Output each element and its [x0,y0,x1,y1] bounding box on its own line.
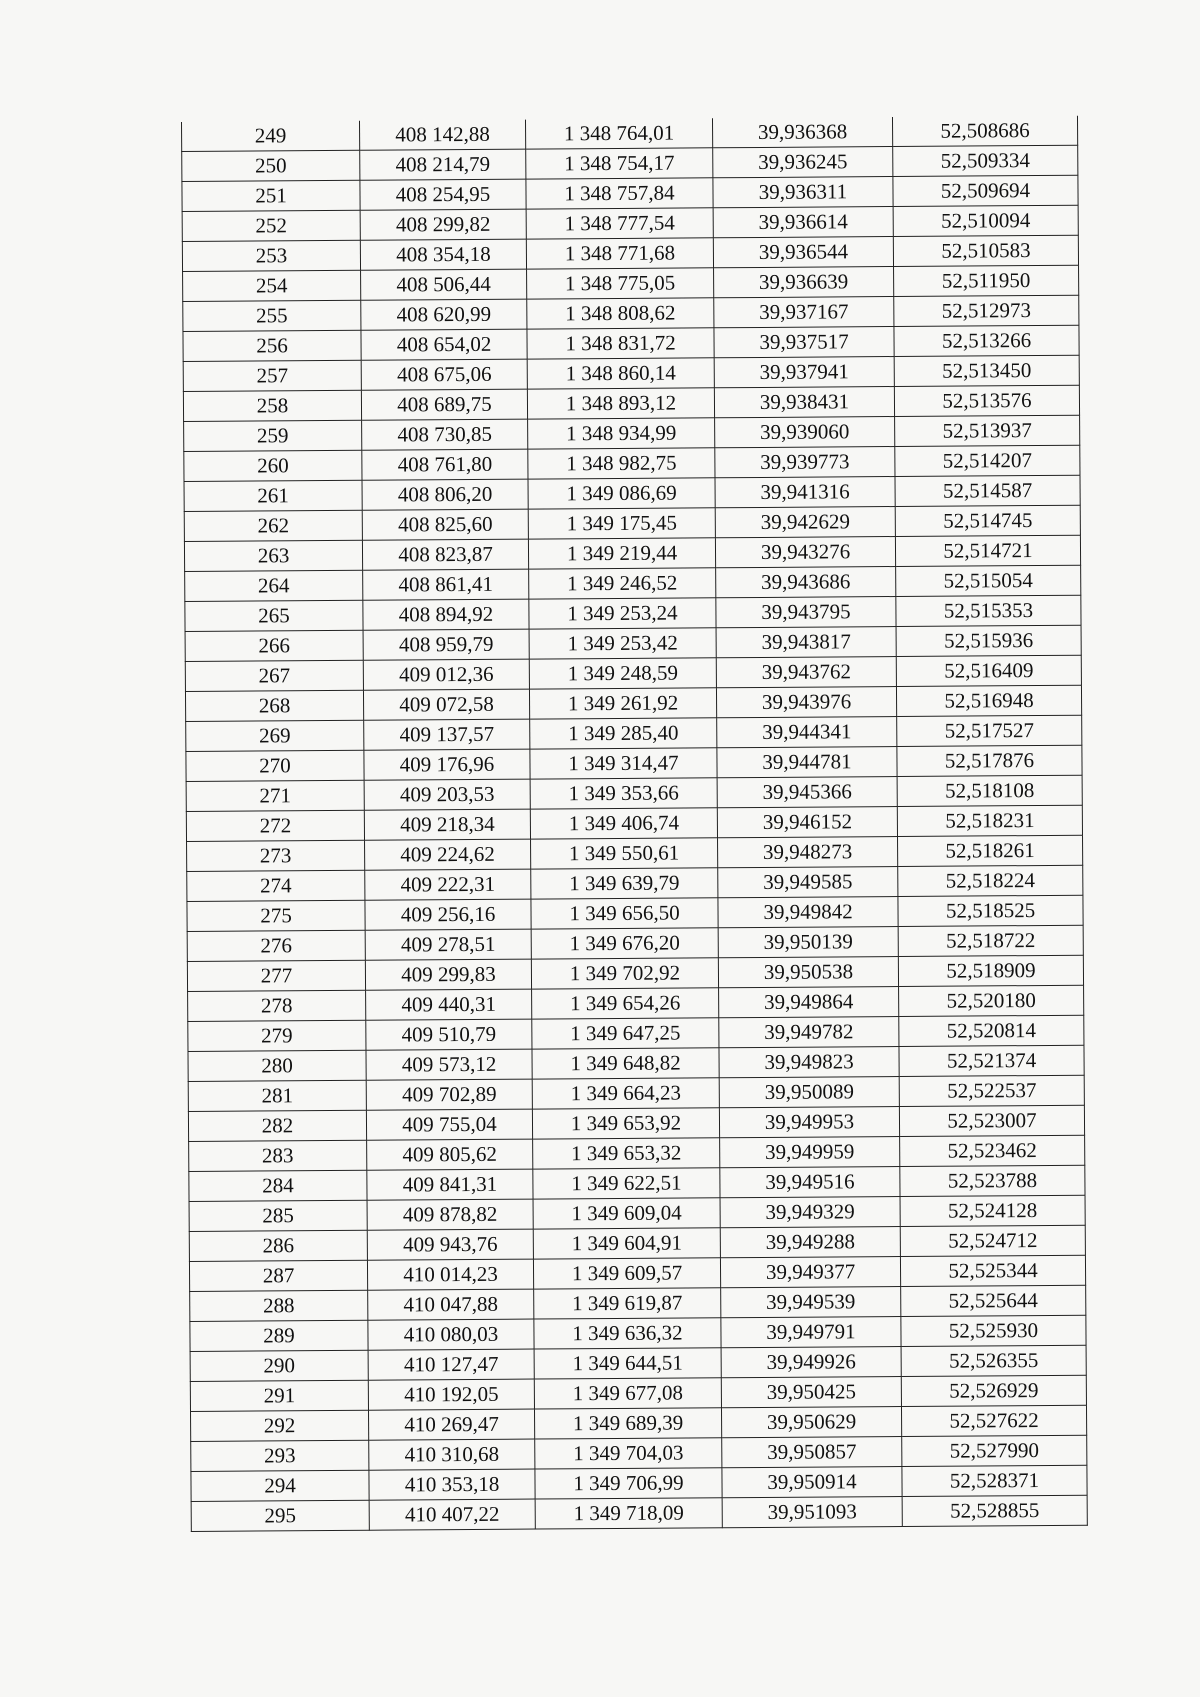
x-coordinate-cell: 408 730,85 [362,419,528,450]
latitude-cell: 52,511950 [894,265,1079,296]
point-number-cell: 254 [183,270,361,301]
x-coordinate-cell: 408 894,92 [363,599,529,630]
point-number-cell: 291 [190,1380,368,1411]
latitude-cell: 52,527622 [901,1405,1086,1436]
x-coordinate-cell: 408 654,02 [361,329,527,360]
latitude-cell: 52,513937 [895,415,1080,446]
longitude-cell: 39,950914 [722,1467,902,1498]
longitude-cell: 39,950139 [718,927,898,958]
latitude-cell: 52,518261 [898,835,1083,866]
latitude-cell: 52,523788 [900,1165,1085,1196]
x-coordinate-cell: 408 620,99 [361,299,527,330]
longitude-cell: 39,936639 [714,267,894,298]
x-coordinate-cell: 409 278,51 [365,929,531,960]
y-coordinate-cell: 1 348 771,68 [526,238,713,269]
y-coordinate-cell: 1 349 406,74 [530,808,717,839]
latitude-cell: 52,525644 [901,1285,1086,1316]
y-coordinate-cell: 1 348 777,54 [526,208,713,239]
point-number-cell: 293 [191,1440,369,1471]
x-coordinate-cell: 409 176,96 [364,749,530,780]
longitude-cell: 39,944781 [717,747,897,778]
x-coordinate-cell: 410 407,22 [369,1499,535,1530]
latitude-cell: 52,517527 [897,715,1082,746]
longitude-cell: 39,949926 [721,1347,901,1378]
point-number-cell: 281 [188,1080,366,1111]
latitude-cell: 52,526355 [901,1345,1086,1376]
x-coordinate-cell: 409 440,31 [366,989,532,1020]
longitude-cell: 39,949959 [720,1137,900,1168]
y-coordinate-cell: 1 348 775,05 [527,268,714,299]
x-coordinate-cell: 408 142,88 [359,120,525,151]
x-coordinate-cell: 410 353,18 [369,1469,535,1500]
point-number-cell: 282 [188,1110,366,1141]
longitude-cell: 39,943762 [716,657,896,688]
latitude-cell: 52,526929 [901,1375,1086,1406]
y-coordinate-cell: 1 349 636,32 [534,1318,721,1349]
x-coordinate-cell: 409 256,16 [365,899,531,930]
point-number-cell: 290 [190,1350,368,1381]
latitude-cell: 52,516409 [896,655,1081,686]
longitude-cell: 39,949329 [720,1197,900,1228]
point-number-cell: 260 [184,450,362,481]
coordinates-table-body [181,116,1087,1532]
y-coordinate-cell: 1 348 831,72 [527,328,714,359]
x-coordinate-cell: 408 506,44 [361,269,527,300]
x-coordinate-cell: 408 959,79 [363,629,529,660]
longitude-cell: 39,948273 [718,837,898,868]
y-coordinate-cell: 1 349 656,50 [531,898,718,929]
latitude-cell: 52,524712 [900,1225,1085,1256]
point-number-cell: 285 [189,1200,367,1231]
latitude-cell: 52,509334 [893,145,1078,176]
y-coordinate-cell: 1 349 664,23 [532,1078,719,1109]
y-coordinate-cell: 1 349 689,39 [534,1408,721,1439]
longitude-cell: 39,943976 [716,687,896,718]
latitude-cell: 52,517876 [897,745,1082,776]
y-coordinate-cell: 1 349 654,26 [532,988,719,1019]
point-number-cell: 289 [190,1320,368,1351]
y-coordinate-cell: 1 349 677,08 [534,1378,721,1409]
y-coordinate-cell: 1 349 604,91 [533,1228,720,1259]
latitude-cell: 52,518525 [898,895,1083,926]
x-coordinate-cell: 408 825,60 [362,509,528,540]
latitude-cell: 52,528371 [902,1465,1087,1496]
longitude-cell: 39,949585 [718,867,898,898]
y-coordinate-cell: 1 349 619,87 [534,1288,721,1319]
longitude-cell: 39,949842 [718,897,898,928]
y-coordinate-cell: 1 348 934,99 [528,418,715,449]
longitude-cell: 39,941316 [715,477,895,508]
x-coordinate-cell: 408 806,20 [362,479,528,510]
x-coordinate-cell: 409 943,76 [367,1229,533,1260]
longitude-cell: 39,946152 [717,807,897,838]
longitude-cell: 39,949782 [719,1017,899,1048]
y-coordinate-cell: 1 349 253,24 [529,598,716,629]
y-coordinate-cell: 1 349 622,51 [533,1168,720,1199]
latitude-cell: 52,520814 [899,1015,1084,1046]
point-number-cell: 255 [183,300,361,331]
y-coordinate-cell: 1 349 248,59 [529,658,716,689]
coordinates-table [181,116,1088,1532]
point-number-cell: 292 [191,1410,369,1441]
latitude-cell: 52,516948 [896,685,1081,716]
y-coordinate-cell: 1 349 353,66 [530,778,717,809]
latitude-cell: 52,525344 [900,1255,1085,1286]
y-coordinate-cell: 1 348 764,01 [525,118,712,149]
longitude-cell: 39,939773 [715,447,895,478]
latitude-cell: 52,518722 [898,925,1083,956]
latitude-cell: 52,528855 [902,1495,1087,1526]
longitude-cell: 39,949516 [720,1167,900,1198]
longitude-cell: 39,936614 [713,207,893,238]
y-coordinate-cell: 1 349 253,42 [529,628,716,659]
point-number-cell: 286 [189,1230,367,1261]
table-row [191,1495,1087,1531]
y-coordinate-cell: 1 349 647,25 [532,1018,719,1049]
x-coordinate-cell: 410 269,47 [368,1409,534,1440]
x-coordinate-cell: 408 861,41 [363,569,529,600]
longitude-cell: 39,943795 [716,597,896,628]
point-number-cell: 273 [187,840,365,871]
latitude-cell: 52,513266 [894,325,1079,356]
latitude-cell: 52,514207 [895,445,1080,476]
point-number-cell: 276 [187,930,365,961]
point-number-cell: 271 [186,780,364,811]
y-coordinate-cell: 1 349 550,61 [531,838,718,869]
x-coordinate-cell: 408 299,82 [360,209,526,240]
y-coordinate-cell: 1 348 893,12 [527,388,714,419]
point-number-cell: 261 [184,480,362,511]
longitude-cell: 39,937167 [714,297,894,328]
point-number-cell: 249 [181,121,359,152]
latitude-cell: 52,513576 [894,385,1079,416]
longitude-cell: 39,950857 [722,1437,902,1468]
y-coordinate-cell: 1 348 757,84 [526,178,713,209]
latitude-cell: 52,521374 [899,1045,1084,1076]
x-coordinate-cell: 409 702,89 [366,1079,532,1110]
y-coordinate-cell: 1 349 676,20 [531,928,718,959]
point-number-cell: 251 [182,180,360,211]
longitude-cell: 39,942629 [715,507,895,538]
x-coordinate-cell: 409 878,82 [367,1199,533,1230]
latitude-cell: 52,512973 [894,295,1079,326]
y-coordinate-cell: 1 349 644,51 [534,1348,721,1379]
point-number-cell: 279 [188,1020,366,1051]
longitude-cell: 39,945366 [717,777,897,808]
latitude-cell: 52,527990 [902,1435,1087,1466]
y-coordinate-cell: 1 349 086,69 [528,478,715,509]
longitude-cell: 39,936311 [713,177,893,208]
point-number-cell: 287 [189,1260,367,1291]
point-number-cell: 267 [185,660,363,691]
x-coordinate-cell: 409 755,04 [366,1109,532,1140]
x-coordinate-cell: 410 310,68 [369,1439,535,1470]
y-coordinate-cell: 1 349 653,32 [533,1138,720,1169]
longitude-cell: 39,943817 [716,627,896,658]
latitude-cell: 52,515936 [896,625,1081,656]
latitude-cell: 52,523007 [899,1105,1084,1136]
longitude-cell: 39,937517 [714,327,894,358]
point-number-cell: 284 [189,1170,367,1201]
x-coordinate-cell: 408 823,87 [362,539,528,570]
point-number-cell: 265 [185,600,363,631]
y-coordinate-cell: 1 349 706,99 [535,1468,722,1499]
x-coordinate-cell: 409 841,31 [367,1169,533,1200]
x-coordinate-cell: 408 214,79 [360,149,526,180]
latitude-cell: 52,518909 [898,955,1083,986]
longitude-cell: 39,943686 [716,567,896,598]
x-coordinate-cell: 409 218,34 [364,809,530,840]
y-coordinate-cell: 1 349 648,82 [532,1048,719,1079]
longitude-cell: 39,939060 [715,417,895,448]
point-number-cell: 272 [186,810,364,841]
latitude-cell: 52,508686 [892,116,1077,147]
longitude-cell: 39,938431 [714,387,894,418]
latitude-cell: 52,524128 [900,1195,1085,1226]
point-number-cell: 264 [185,570,363,601]
point-number-cell: 258 [183,390,361,421]
point-number-cell: 262 [184,510,362,541]
longitude-cell: 39,949791 [721,1317,901,1348]
latitude-cell: 52,522537 [899,1075,1084,1106]
longitude-cell: 39,943276 [715,537,895,568]
latitude-cell: 52,514721 [895,535,1080,566]
longitude-cell: 39,936245 [713,147,893,178]
longitude-cell: 39,950629 [721,1407,901,1438]
y-coordinate-cell: 1 348 808,62 [527,298,714,329]
point-number-cell: 283 [189,1140,367,1171]
latitude-cell: 52,513450 [894,355,1079,386]
longitude-cell: 39,950089 [719,1077,899,1108]
longitude-cell: 39,949539 [721,1287,901,1318]
latitude-cell: 52,525930 [901,1315,1086,1346]
x-coordinate-cell: 409 012,36 [363,659,529,690]
x-coordinate-cell: 408 354,18 [360,239,526,270]
longitude-cell: 39,951093 [722,1496,902,1527]
x-coordinate-cell: 408 254,95 [360,179,526,210]
x-coordinate-cell: 409 299,83 [365,959,531,990]
latitude-cell: 52,518231 [897,805,1082,836]
longitude-cell: 39,949953 [719,1107,899,1138]
y-coordinate-cell: 1 348 982,75 [528,448,715,479]
point-number-cell: 268 [185,690,363,721]
longitude-cell: 39,950425 [721,1377,901,1408]
longitude-cell: 39,949377 [720,1257,900,1288]
x-coordinate-cell: 410 127,47 [368,1349,534,1380]
y-coordinate-cell: 1 349 653,92 [532,1108,719,1139]
point-number-cell: 288 [190,1290,368,1321]
x-coordinate-cell: 410 014,23 [367,1259,533,1290]
y-coordinate-cell: 1 349 718,09 [535,1498,722,1529]
x-coordinate-cell: 409 224,62 [365,839,531,870]
longitude-cell: 39,936368 [712,117,892,148]
x-coordinate-cell: 410 192,05 [368,1379,534,1410]
latitude-cell: 52,515353 [896,595,1081,626]
point-number-cell: 278 [188,990,366,1021]
point-number-cell: 253 [182,240,360,271]
y-coordinate-cell: 1 349 246,52 [529,568,716,599]
point-number-cell: 275 [187,900,365,931]
latitude-cell: 52,518224 [898,865,1083,896]
longitude-cell: 39,944341 [717,717,897,748]
latitude-cell: 52,523462 [900,1135,1085,1166]
y-coordinate-cell: 1 349 609,04 [533,1198,720,1229]
y-coordinate-cell: 1 348 754,17 [526,148,713,179]
y-coordinate-cell: 1 349 175,45 [528,508,715,539]
point-number-cell: 270 [186,750,364,781]
latitude-cell: 52,515054 [896,565,1081,596]
point-number-cell: 269 [186,720,364,751]
latitude-cell: 52,514745 [895,505,1080,536]
x-coordinate-cell: 409 573,12 [366,1049,532,1080]
point-number-cell: 274 [187,870,365,901]
x-coordinate-cell: 409 137,57 [364,719,530,750]
point-number-cell: 295 [191,1500,369,1531]
x-coordinate-cell: 408 675,06 [361,359,527,390]
x-coordinate-cell: 409 203,53 [364,779,530,810]
longitude-cell: 39,949288 [720,1227,900,1258]
point-number-cell: 252 [182,210,360,241]
point-number-cell: 257 [183,360,361,391]
x-coordinate-cell: 410 080,03 [368,1319,534,1350]
y-coordinate-cell: 1 349 261,92 [529,688,716,719]
x-coordinate-cell: 409 222,31 [365,869,531,900]
point-number-cell: 263 [184,540,362,571]
x-coordinate-cell: 409 805,62 [367,1139,533,1170]
longitude-cell: 39,937941 [714,357,894,388]
latitude-cell: 52,510583 [893,235,1078,266]
point-number-cell: 280 [188,1050,366,1081]
y-coordinate-cell: 1 349 639,79 [531,868,718,899]
x-coordinate-cell: 409 510,79 [366,1019,532,1050]
latitude-cell: 52,520180 [899,985,1084,1016]
latitude-cell: 52,518108 [897,775,1082,806]
y-coordinate-cell: 1 349 219,44 [528,538,715,569]
longitude-cell: 39,936544 [713,237,893,268]
point-number-cell: 259 [184,420,362,451]
longitude-cell: 39,950538 [718,957,898,988]
y-coordinate-cell: 1 348 860,14 [527,358,714,389]
x-coordinate-cell: 409 072,58 [363,689,529,720]
y-coordinate-cell: 1 349 702,92 [531,958,718,989]
longitude-cell: 39,949823 [719,1047,899,1078]
y-coordinate-cell: 1 349 285,40 [530,718,717,749]
x-coordinate-cell: 408 761,80 [362,449,528,480]
point-number-cell: 266 [185,630,363,661]
point-number-cell: 277 [187,960,365,991]
point-number-cell: 250 [182,150,360,181]
x-coordinate-cell: 408 689,75 [361,389,527,420]
latitude-cell: 52,509694 [893,175,1078,206]
latitude-cell: 52,514587 [895,475,1080,506]
latitude-cell: 52,510094 [893,205,1078,236]
point-number-cell: 294 [191,1470,369,1501]
y-coordinate-cell: 1 349 314,47 [530,748,717,779]
longitude-cell: 39,949864 [719,987,899,1018]
point-number-cell: 256 [183,330,361,361]
y-coordinate-cell: 1 349 704,03 [535,1438,722,1469]
x-coordinate-cell: 410 047,88 [368,1289,534,1320]
y-coordinate-cell: 1 349 609,57 [533,1258,720,1289]
